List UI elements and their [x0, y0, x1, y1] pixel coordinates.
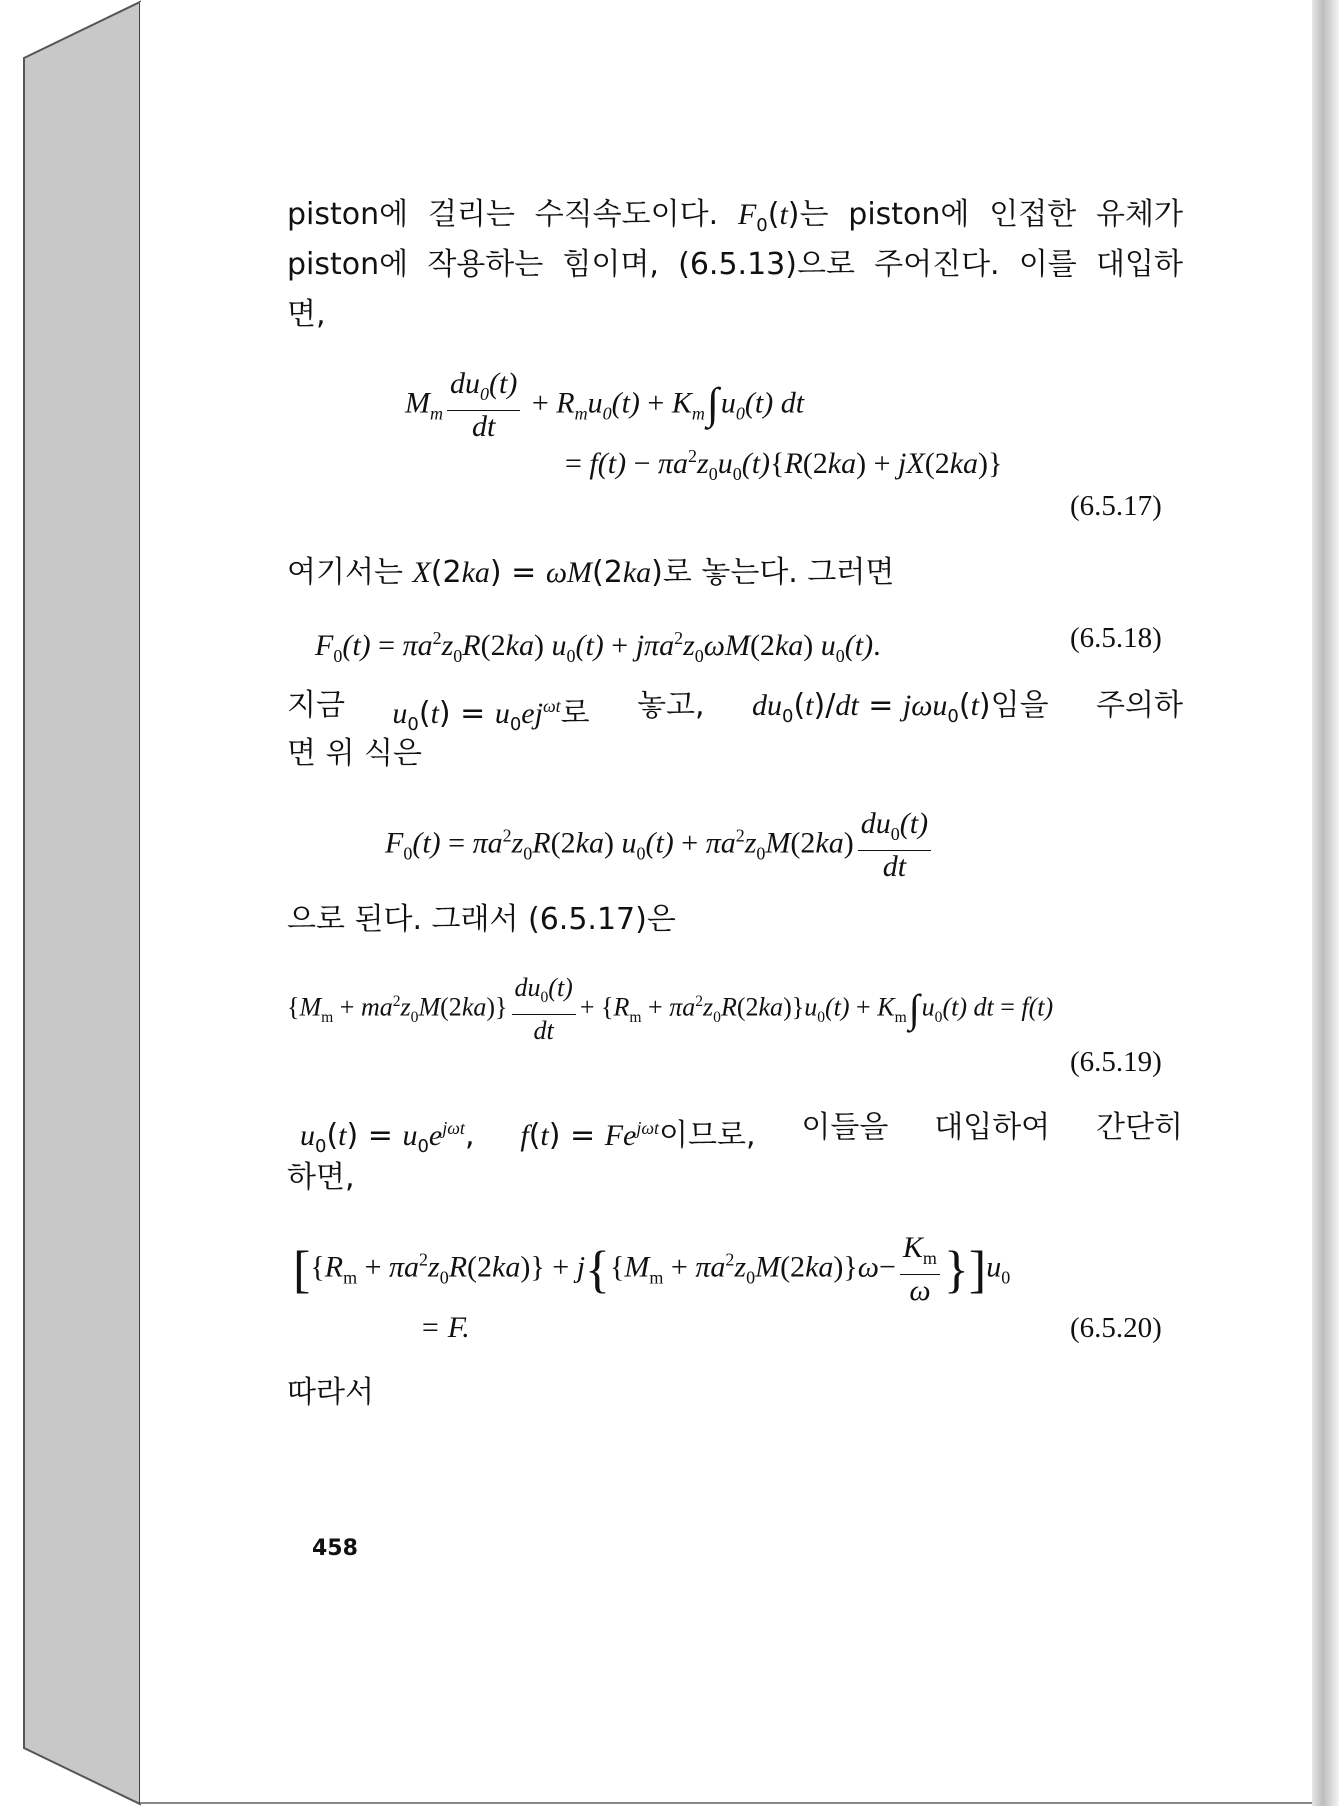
equation-6-5-17-line-1: $M_m$ $\frac{du_0(t)}{dt}$ + $R_mu_0(t) + K_m\int u_0(t)$ dt — [405, 367, 805, 443]
equation-f0-expansion: $F_0(t) = \pi a^2z_0R(2ka) u_0(t) + \pi a^2z_0M(2ka)$ $\frac{du_0(t)}{dt}$ — [385, 808, 935, 883]
text-line-1: piston에 걸리는 수직속도이다. $F_0(t)$는 piston에 인접한 유체가 — [287, 197, 1183, 236]
equation-number-6-5-20: (6.5.20) — [1070, 1312, 1162, 1344]
equation-6-5-20-line-2: = F. — [420, 1311, 470, 1344]
equation-number-6-5-17: (6.5.17) — [1070, 490, 1162, 522]
text-line-3: 면, — [287, 297, 326, 332]
text-line-2: piston에 작용하는 힘이며, (6.5.13)으로 주어진다. 이를 대입하 — [287, 247, 1183, 282]
page-number: 458 — [312, 1536, 358, 1561]
text-line-8: $u_0(t) = u_0e^{j\omega t}$, $f(t) = Fe^{j\omega t}$이므로, 이들을 대입하여 간단히 — [300, 1110, 1183, 1157]
text-line-9: 하면, — [287, 1160, 355, 1195]
text-line-5: 지금 $u_0(t) = u_0ej^{\omega t}$로 놓고, $du_0(t)/dt = j\omega u_0(t)$임을 주의하 — [287, 688, 1183, 735]
text-line-10: 따라서 — [287, 1375, 374, 1410]
text-line-4: 여기서는 X(2ka) = ωM(2ka)로 놓는다. 그러면 — [287, 555, 895, 590]
text-line-7: 으로 된다. 그래서 (6.5.17)은 — [287, 902, 676, 937]
equation-6-5-19: $\{M_m + ma^2z_0M(2ka)\}$ $\frac{du_0(t)}{dt}$ + $\{R_m + \pi a^2z_0R(2ka)\}u_0(t) + K_m\int u_0(t)$ dt = f(t) — [287, 973, 1054, 1046]
page-edge-shadow — [1312, 0, 1339, 1806]
equation-number-6-5-18: (6.5.18) — [1070, 622, 1162, 654]
equation-6-5-18: $F_0(t) = \pi a^2z_0R(2ka) u_0(t) + j\pi a^2z_0\omega M(2ka)$ $u_0(t)$. — [315, 628, 881, 666]
equation-6-5-17-line-2: = $f(t) - \pi a^2z_0u_0(t)\{R(2ka) + jX(2ka)\}$ — [565, 446, 1003, 484]
equation-number-6-5-19: (6.5.19) — [1070, 1046, 1162, 1078]
equation-6-5-20-line-1: [$\{R_m + \pi a^2z_0R(2ka)\} + j\{\{M_m + \pi a^2z_0M(2ka)\}\omega-$ $\frac{K_m}{\omega}$ }]$u_0$ — [293, 1231, 1011, 1307]
text-line-6: 면 위 식은 — [287, 736, 422, 771]
